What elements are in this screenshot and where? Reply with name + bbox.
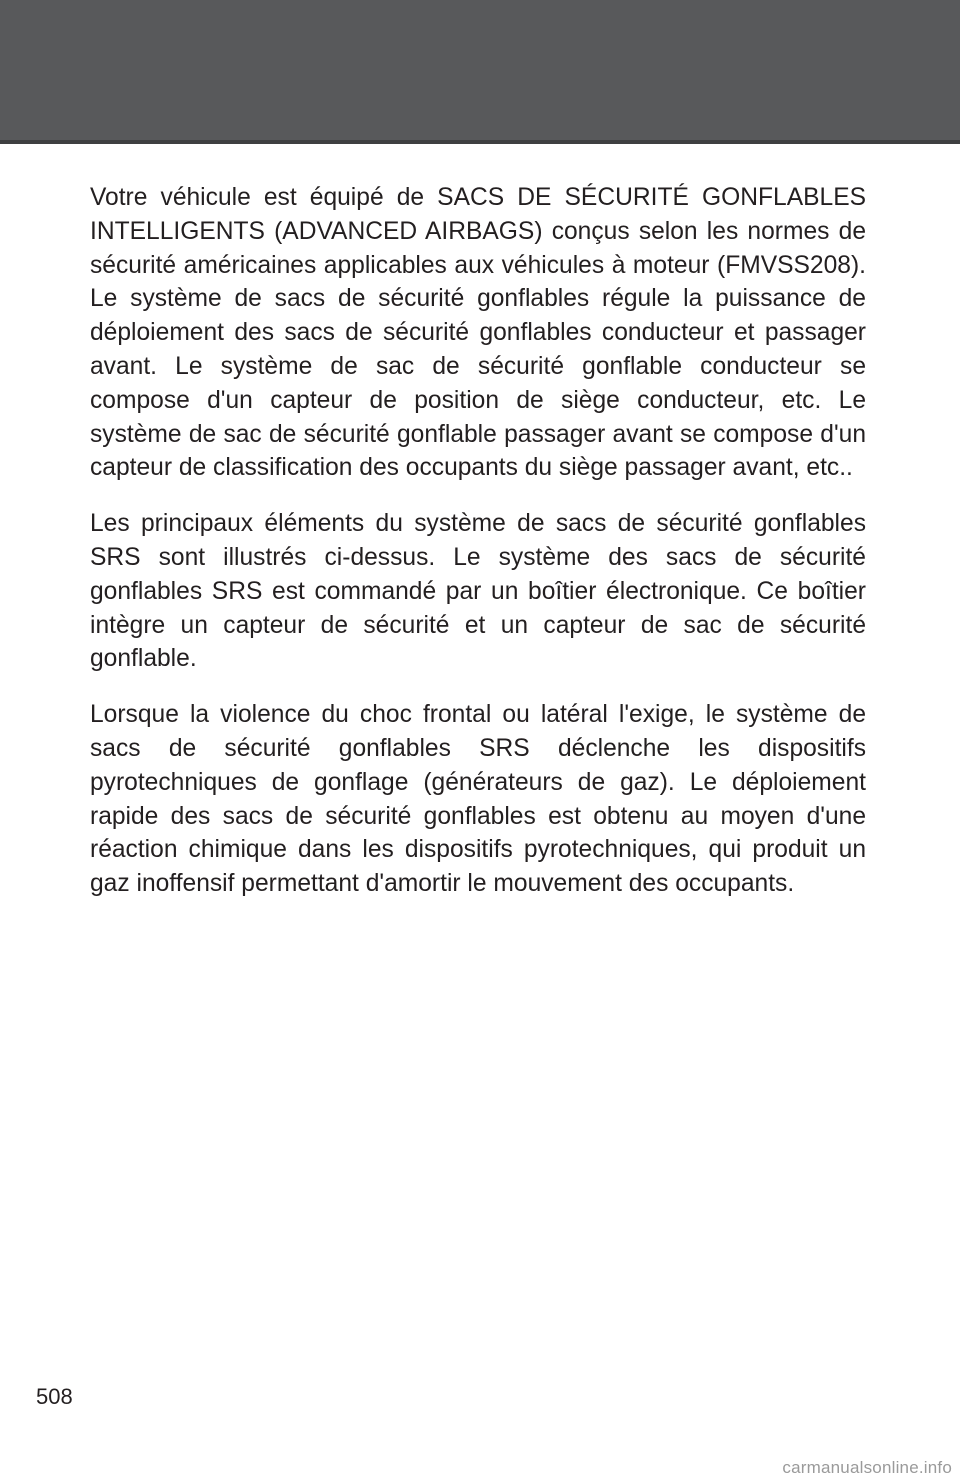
- watermark: carmanualsonline.info: [782, 1458, 952, 1477]
- paragraph-advanced-airbags: Votre véhicule est équipé de SACS DE SÉCURITÉ GONFLABLES INTELLIGENTS (ADVANCED AIRBAGS) conçus selon les normes de sécurité américaines applicables aux véhicules à moteur (FMVSS208). Le système de sacs de sécurité gonflables régule la puissance de déploiement des sacs de sécurité gonflables conducteur et passager avant. Le système de sac de sécurité gonflable conducteur se compose d'un capteur de position de siège conducteur, etc. Le système de sac de sécurité gonflable passager avant se compose d'un capteur de classification des occupants du siège passager avant, etc..: [90, 184, 866, 482]
- paragraph-deployment: Lorsque la violence du choc frontal ou latéral l'exige, le système de sacs de sécurité gonflables SRS déclenche les dispositifs pyrotechniques de gonflage (générateurs de gaz). Le déploiement rapide des sacs de sécurité gonflables est obtenu au moyen d'une réaction chimique dans les dispositifs pyrotechniques, qui produit un gaz inoffensif permettant d'amortir le mouvement des occupants.: [90, 701, 866, 898]
- paragraph-srs-components: Les principaux éléments du système de sacs de sécurité gonflables SRS sont illustrés ci-dessus. Le système des sacs de sécurité gonflables SRS est commandé par un boîtier électronique. Ce boîtier intègre un capteur de sécurité et un capteur de sac de sécurité gonflable.: [90, 510, 866, 673]
- header-band: [0, 0, 960, 144]
- page-number: 508: [36, 1384, 73, 1409]
- body-text: [90, 181, 866, 923]
